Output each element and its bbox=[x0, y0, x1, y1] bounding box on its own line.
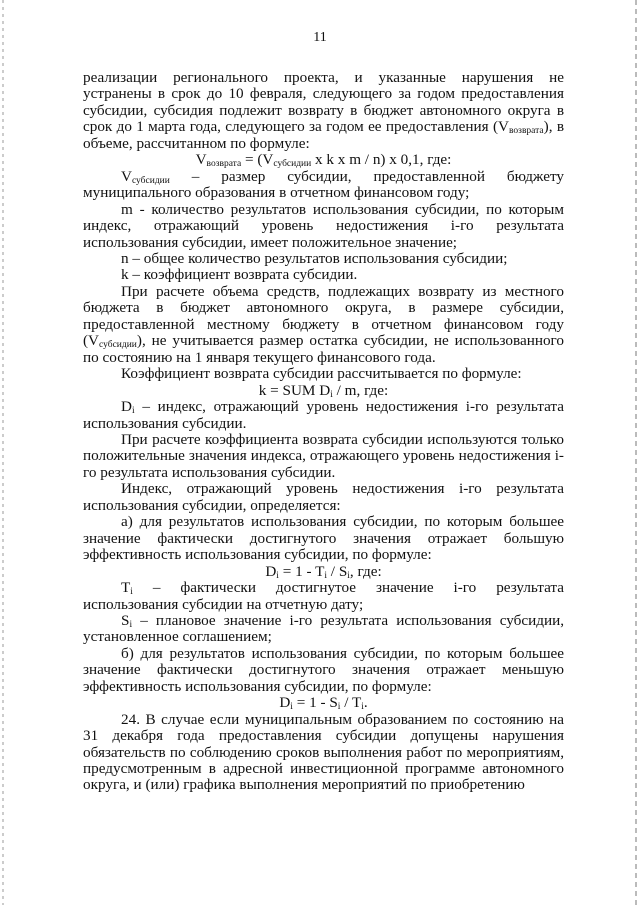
paragraph: $S_i$ – плановое значение i-го результата использования субсидии, установленное соглашением; bbox=[83, 611, 564, 646]
paragraph: n – общее количество результатов использования субсидии; bbox=[121, 249, 508, 267]
formula-line: $D_i = 1 - S_i / T_i$. bbox=[279, 694, 368, 713]
paragraph: k – коэффициент возврата субсидии. bbox=[121, 266, 358, 284]
paragraph: $T_i$ – фактически достигнутое значение i-го результата использования субсидии на отчетную дату; bbox=[83, 579, 564, 613]
paragraph: $D_i$ – индекс, отражающий уровень недостижения i-го результата использования субсидии. bbox=[83, 398, 564, 432]
paragraph: б) для результатов использования субсидии, по которым большее значение фактически достигнутого значения отражает меньшую эффективность использования субсидии, по формуле: bbox=[83, 644, 564, 695]
paragraph: а) для результатов использования субсидии, по которым большее значение фактически достигнутого значения отражает большую эффективность использования субсидии, по формуле: bbox=[83, 513, 564, 564]
page-number: 11 bbox=[313, 30, 327, 45]
paragraph: Коэффициент возврата субсидии рассчитывается по формуле: bbox=[121, 365, 522, 383]
document-body bbox=[83, 70, 564, 794]
paragraph: Индекс, отражающий уровень недостижения i-го результата использования субсидии, определяется: bbox=[83, 480, 564, 514]
formula-line: k = SUM $D_i$ / m, где: bbox=[258, 381, 389, 400]
paragraph: При расчете объема средств, подлежащих возврату из местного бюджета в бюджет автономного округа, в размере субсидии, предоставленной местному бюджету в отчетном финансовом году $(V_{субсидии})$, не учитывается размер остатка субсидии, не использованного по состоянию на 1 января текущего финансового года. bbox=[83, 282, 564, 366]
scan-edge-left bbox=[2, 0, 4, 905]
paragraph: реализации регионального проекта, и указанные нарушения не устранены в срок до 10 февраля, следующего за годом предоставления субсидии, субсидия подлежит возврату в бюджет автономного округа в срок до 1 марта года, следующего за годом ее предоставления $(V_{возврата})$, в объеме, рассчитанном по формуле: bbox=[83, 69, 564, 152]
paragraph: $V_{субсидии}$ – размер субсидии, предоставленной бюджету муниципального образования в отчетном финансовом году; bbox=[83, 167, 564, 202]
paragraph: 24. В случае если муниципальным образованием по состоянию на 31 декабря года предоставления субсидии допущены нарушения обязательств по соблюдению сроков выполнения работ по мероприятиям, предусмотренным в адресной инвестиционной программе автономного округа, и (или) графика выполнения мероприятий по приобретению bbox=[83, 710, 564, 794]
paragraph: При расчете коэффициента возврата субсидии используются только положительные значения индекса, отражающего уровень недостижения i-го результата использования субсидии. bbox=[83, 430, 564, 481]
paragraph: m - количество результатов использования субсидии, по которым индекс, отражающий уровень недостижения i-го результата использования субсидии, имеет положительное значение; bbox=[83, 200, 564, 251]
formula-line: $D_i = 1 - T_i / S_i$, где: bbox=[265, 562, 382, 581]
formula-line: $V_{возврата} = (V_{субсидии}$ х k х m / n) х 0,1, где: bbox=[195, 151, 452, 170]
scan-edge-right bbox=[635, 0, 637, 905]
